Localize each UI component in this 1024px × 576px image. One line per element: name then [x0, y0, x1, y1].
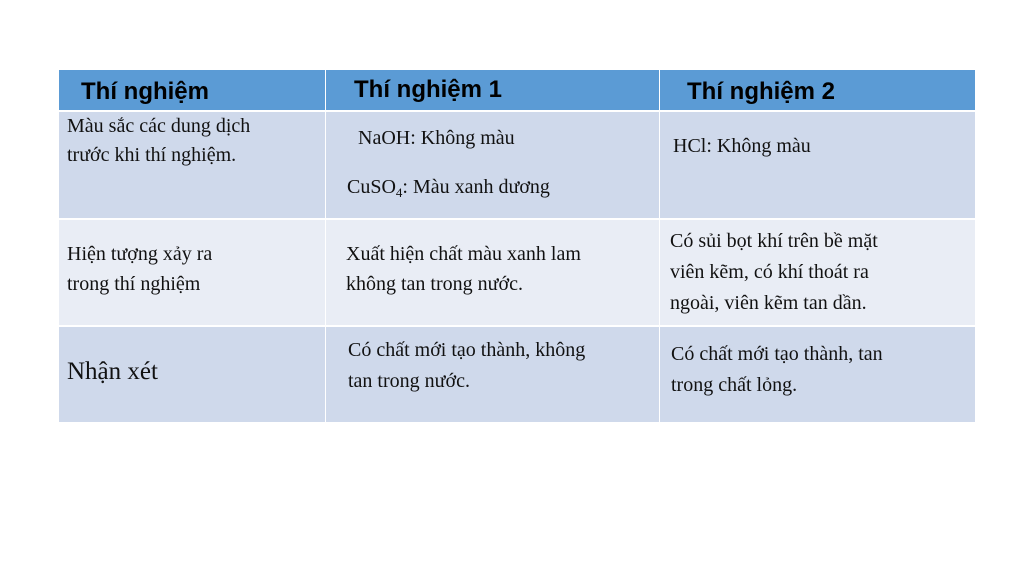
exp2-text-line: viên kẽm, có khí thoát ra — [670, 261, 869, 283]
table-row-colors — [59, 112, 975, 218]
exp1-text-line: Xuất hiện chất màu xanh lam — [346, 243, 581, 265]
exp2-text-line: ngoài, viên kẽm tan dần. — [670, 292, 867, 314]
row-label-line: Hiện tượng xảy ra — [67, 243, 213, 265]
exp2-text-line: Có sủi bọt khí trên bề mặt — [670, 230, 878, 252]
header-label-experiment-2: Thí nghiệm 2 — [687, 78, 836, 105]
row-label-line: trước khi thí nghiệm. — [67, 144, 237, 166]
header-cell-experiment — [59, 70, 325, 110]
exp1-text-line: không tan trong nước. — [346, 273, 523, 295]
exp2-text-line: Có chất mới tạo thành, tan — [671, 343, 883, 365]
exp1-cell — [326, 220, 659, 325]
exp2-cell — [660, 220, 975, 325]
table-row-phenomenon — [59, 220, 975, 325]
experiment-table — [59, 70, 975, 422]
row-label-cell — [59, 327, 325, 422]
header-label-experiment-1: Thí nghiệm 1 — [354, 76, 503, 103]
row-label-line: trong thí nghiệm — [67, 273, 201, 295]
row-label-cell — [59, 112, 325, 218]
naoh-text: NaOH: Không màu — [358, 127, 515, 149]
exp2-text-line: trong chất lỏng. — [671, 374, 798, 396]
header-label-experiment: Thí nghiệm — [81, 78, 209, 105]
cuso4-text — [347, 173, 550, 202]
header-cell-experiment-2 — [660, 70, 975, 110]
cuso4-description: : Màu xanh dương — [402, 176, 550, 198]
cuso4-formula: CuSO — [347, 176, 396, 198]
hcl-text: HCl: Không màu — [673, 135, 811, 157]
exp1-text-line: tan trong nước. — [348, 370, 470, 392]
exp1-text-line: Có chất mới tạo thành, không — [348, 339, 586, 361]
header-cell-experiment-1 — [326, 70, 659, 110]
exp2-cell — [660, 327, 975, 422]
exp1-cell — [326, 327, 659, 422]
row-label-line: Nhận xét — [67, 358, 158, 385]
header-row — [59, 70, 975, 110]
exp1-cell — [326, 112, 659, 218]
exp2-cell — [660, 112, 975, 218]
row-label-line: Màu sắc các dung dịch — [67, 115, 251, 137]
table-row-remark — [59, 327, 975, 422]
row-label-cell — [59, 220, 325, 325]
cuso4-subscript: 4 — [395, 185, 403, 200]
